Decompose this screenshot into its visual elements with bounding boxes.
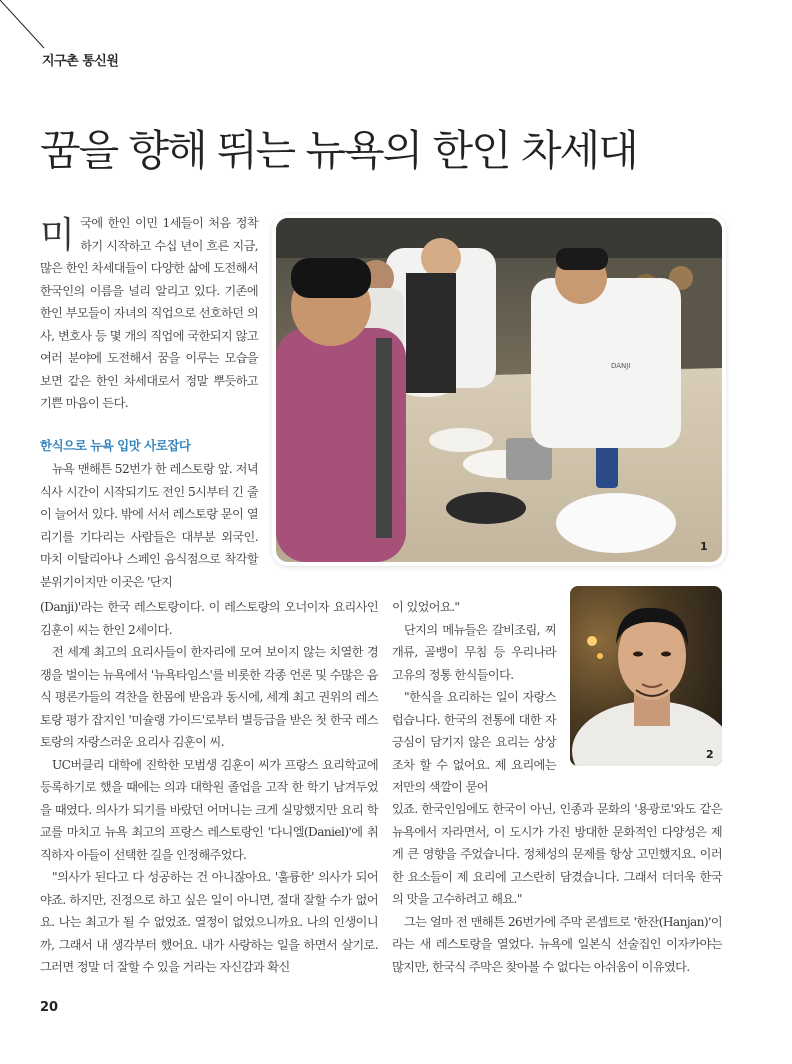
body-column-left <box>40 596 378 979</box>
intro-paragraph <box>40 212 258 415</box>
body-column-right <box>392 798 722 978</box>
page-number: 20 <box>40 1000 59 1015</box>
kitchen-scene-image <box>276 218 722 562</box>
intro-text: 국에 한인 이민 1세들이 처음 정착하기 시작하고 수십 년이 흐른 지금, 많은 한인 차세대들이 다양한 삶에 도전해서 한국인의 이름을 널리 알리고 있다. 기존에 한인 부모들이 자녀의 직업으로 선호하던 의사, 변호사 등 몇 개의 직업에 국한되지 않고 여러 분야에 도전해서 꿈을 이루는 모습을 보면 같은 한인 차세대로서 정말 뿌듯하고 기쁜 마음이 든다. <box>40 216 258 410</box>
paragraph-4: "의사가 된다고 다 성공하는 건 아니잖아요. '훌륭한' 의사가 되어야죠. 하지만, 진정으로 하고 싶은 일이 아니면, 절대 잘할 수가 없어요. 나는 최고가 될 수 없었죠. 열정이 없었으니까요. 나의 인생이니까, 그래서 내 생각부터 했어요. 내가 사랑하는 일을 하면서 살기로. 그러면 정말 더 잘할 수 있을 거라는 자신감과 확신 <box>40 870 378 974</box>
paragraph-5: 단지의 메뉴들은 갈비조림, 찌개류, 골뱅이 무침 등 우리나라 고유의 정통 한식들이다. <box>392 622 556 682</box>
paragraph-6-continued: 있죠. 한국인임에도 한국이 아닌, 인종과 문화의 '용광로'와도 같은 뉴욕에서 자라면서, 이 도시가 가진 방대한 문화적인 다양성은 제게 큰 영향을 주었습니다. 정체성의 문제를 항상 고민했지요. 이러한 요소들이 제 요리에 고스란히 담겼습니다. 그래서 더더욱 한국의 맛을 고수하려고 해요." <box>392 802 722 906</box>
photo-chef-portrait <box>570 586 722 766</box>
body-column-narrow <box>40 458 258 593</box>
paragraph-3: UC버클리 대학에 진학한 모범생 김훈이 씨가 프랑스 요리학교에 등록하기로 했을 때에는 의과 대학원 졸업을 고작 한 학기 남겨두었을 때였다. 의사가 되기를 바랐던 어머니는 크게 실망했지만 요리 학교를 마치고 뉴욕 최고의 프랑스 레스토랑인 '다니엘(Daniel)'에 취직하자 아들이 선택한 길을 인정해주었다. <box>40 757 378 862</box>
paragraph-4-continued: 이 있었어요." <box>392 600 460 614</box>
photo-2-number: 2 <box>706 748 714 761</box>
section-heading: 한식으로 뉴욕 입맛 사로잡다 <box>40 438 191 453</box>
body-column-right-narrow <box>392 596 556 799</box>
paragraph-1-continued: (Danji)'라는 한국 레스토랑이다. 이 레스토랑의 오너이자 요리사인 김훈이 씨는 한인 2세이다. <box>40 600 378 637</box>
paragraph-6: "한식을 요리하는 일이 자랑스럽습니다. 한국의 전통에 대한 자긍심이 담기지 않은 요리는 상상조차 할 수 없어요. 제 요리에는 저만의 색깔이 묻어 <box>392 690 556 794</box>
photo-1-number: 1 <box>700 540 708 553</box>
drop-cap: 미 <box>40 215 75 256</box>
paragraph-1: 뉴욕 맨해튼 52번가 한 레스토랑 앞. 저녁식사 시간이 시작되기도 전인 5시부터 긴 줄이 늘어서 있다. 밖에 서서 레스토랑 문이 열리기를 기다리는 사람들은 대부분 외국인. 마치 이탈리아나 스페인 음식점으로 착각할 분위기이지만 이곳은 '단지 <box>40 462 258 589</box>
paragraph-7: 그는 얼마 전 맨해튼 26번가에 주막 콘셉트로 '한잔(Hanjan)'이라는 새 레스토랑을 열었다. 뉴욕에 일본식 선술집인 이자카야는 많지만, 한국식 주막은 찾아볼 수 없다는 아쉬움이 이유였다. <box>392 914 722 974</box>
chef-portrait-image <box>570 586 722 766</box>
photo1-sign-text: DANJI <box>611 362 631 370</box>
photo-kitchen-chefs <box>276 218 722 562</box>
section-label: 지구촌 통신원 <box>42 54 119 69</box>
paragraph-2: 전 세계 최고의 요리사들이 한자리에 모여 보이지 않는 치열한 경쟁을 벌이는 뉴욕에서 '뉴욕타임스'를 비롯한 각종 언론 및 수많은 음식 평론가들의 격찬을 한몸에 받음과 동시에, 세계 최고 권위의 레스토랑 평가 잡지인 '미슐랭 가이드'로부터 별등급을 받은 첫 한국 레스토랑의 자랑스러운 요리사 김훈이 씨. <box>40 645 378 749</box>
article-title: 꿈을 향해 뛰는 뉴욕의 한인 차세대 <box>40 126 637 175</box>
